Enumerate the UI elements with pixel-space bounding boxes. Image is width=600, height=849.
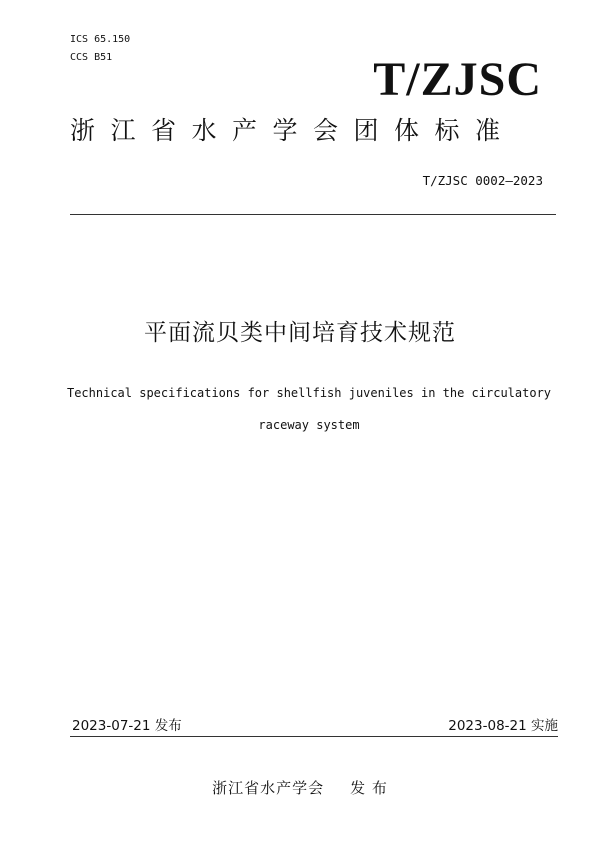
standard-number: T/ZJSC 0002—2023 bbox=[422, 173, 543, 188]
english-title-line-1: Technical specifications for shellfish juveniles in the circulatory bbox=[66, 386, 552, 400]
header-divider bbox=[70, 214, 556, 215]
organization-standard-title: 浙江省水产学会团体标准 bbox=[70, 116, 516, 145]
issue-word: 发 布 bbox=[350, 779, 388, 797]
english-title-line-2: raceway system bbox=[258, 418, 360, 432]
issuer-line bbox=[0, 778, 600, 798]
implement-date: 2023-08-21 实施 bbox=[448, 718, 558, 734]
standard-logo: T/ZJSC bbox=[373, 53, 542, 106]
issuer-name: 浙江省水产学会 bbox=[212, 779, 325, 797]
ccs-code: CCS B51 bbox=[70, 52, 113, 63]
footer-divider bbox=[70, 736, 558, 737]
ics-code: ICS 65.150 bbox=[70, 34, 131, 45]
publish-date: 2023-07-21 发布 bbox=[72, 718, 182, 734]
chinese-title: 平面流贝类中间培育技术规范 bbox=[144, 320, 456, 346]
